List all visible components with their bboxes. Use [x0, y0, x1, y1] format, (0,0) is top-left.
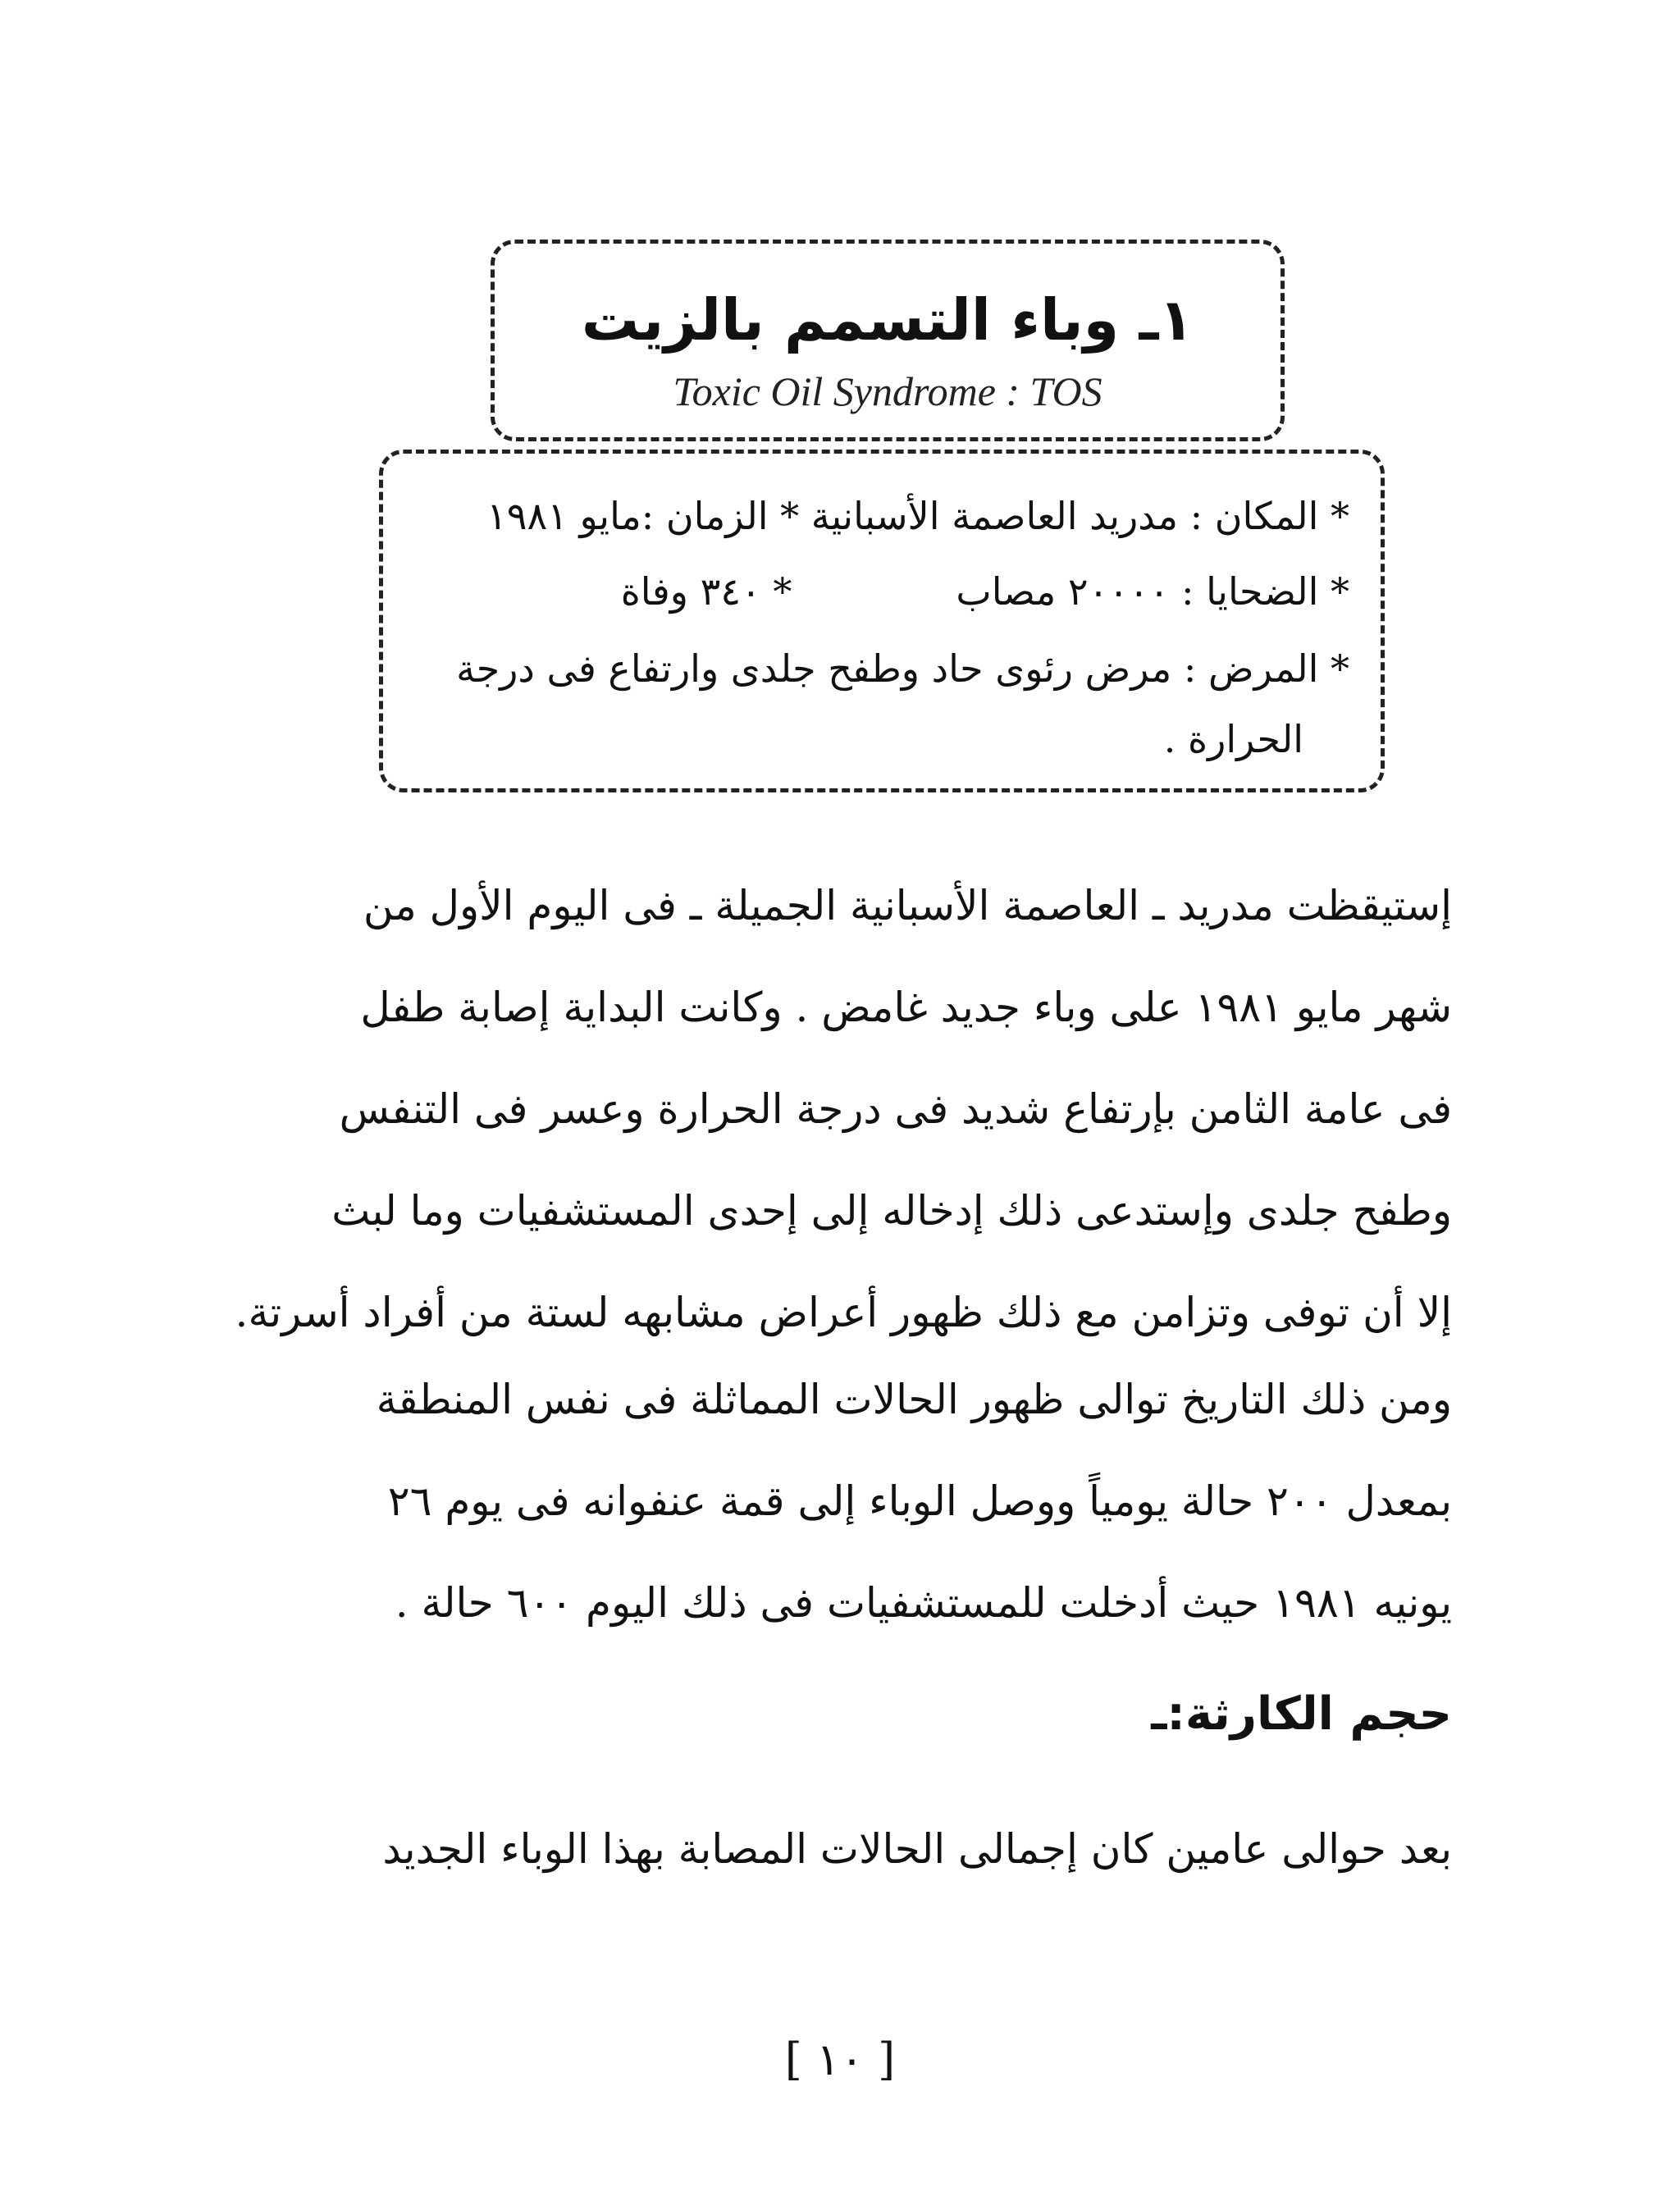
info-box [379, 450, 1385, 792]
text-line: ومن ذلك التاريخ توالى ظهور الحالات المماثلة فى نفس المنطقة [376, 1376, 1452, 1423]
info-deaths: * ٣٤٠ وفاة [620, 569, 792, 614]
info-victims [621, 559, 1349, 624]
text-line: إستيقظت مدريد ـ العاصمة الأسبانية الجميلة ـ فى اليوم الأول من [363, 882, 1452, 929]
text-line: شهر مايو ١٩٨١ على وباء جديد غامض . وكانت البداية إصابة طفل [360, 984, 1452, 1031]
title-box [491, 240, 1285, 441]
paragraph-2 [377, 1349, 1452, 1654]
paragraph-1 [235, 855, 1452, 1363]
text-line: بعد حوالى عامين كان إجمالى الحالات المصابة بهذا الوباء الجديد [382, 1825, 1452, 1873]
section-heading: حجم الكارثة:ـ [1151, 1687, 1452, 1741]
chapter-subtitle-english: Toxic Oil Syndrome : TOS [673, 368, 1102, 414]
text-line: بمعدل ٢٠٠ حالة يومياً ووصل الوباء إلى قمة عنفوانه فى يوم ٢٦ [387, 1477, 1452, 1525]
chapter-title: ١ـ وباء التسمم بالزيت [581, 286, 1194, 354]
info-disease: * المرض : مرض رئوى حاد وطفح جلدى وارتفاع فى درجة [456, 646, 1349, 691]
paragraph-3 [382, 1798, 1452, 1900]
page-number: [ ١٠ ] [784, 2034, 896, 2085]
info-place-time: * المكان : مدريد العاصمة الأسبانية * الزمان :مايو ١٩٨١ [486, 494, 1349, 538]
text-line: يونيه ١٩٨١ حيث أدخلت للمستشفيات فى ذلك اليوم ٦٠٠ حالة . [395, 1579, 1452, 1627]
info-disease-cont: الحرارة . [1163, 717, 1303, 761]
text-line: إلا أن توفى وتزامن مع ذلك ظهور أعراض مشابهه لستة من أفراد أسرتة. [235, 1289, 1452, 1336]
text-line: وطفح جلدى وإستدعى ذلك إدخاله إلى إحدى المستشفيات وما لبث [331, 1187, 1452, 1235]
info-injured: * الضحايا : ٢٠٠٠٠ مصاب [956, 569, 1349, 614]
text-line: فى عامة الثامن بإرتفاع شديد فى درجة الحرارة وعسر فى التنفس [339, 1085, 1452, 1133]
